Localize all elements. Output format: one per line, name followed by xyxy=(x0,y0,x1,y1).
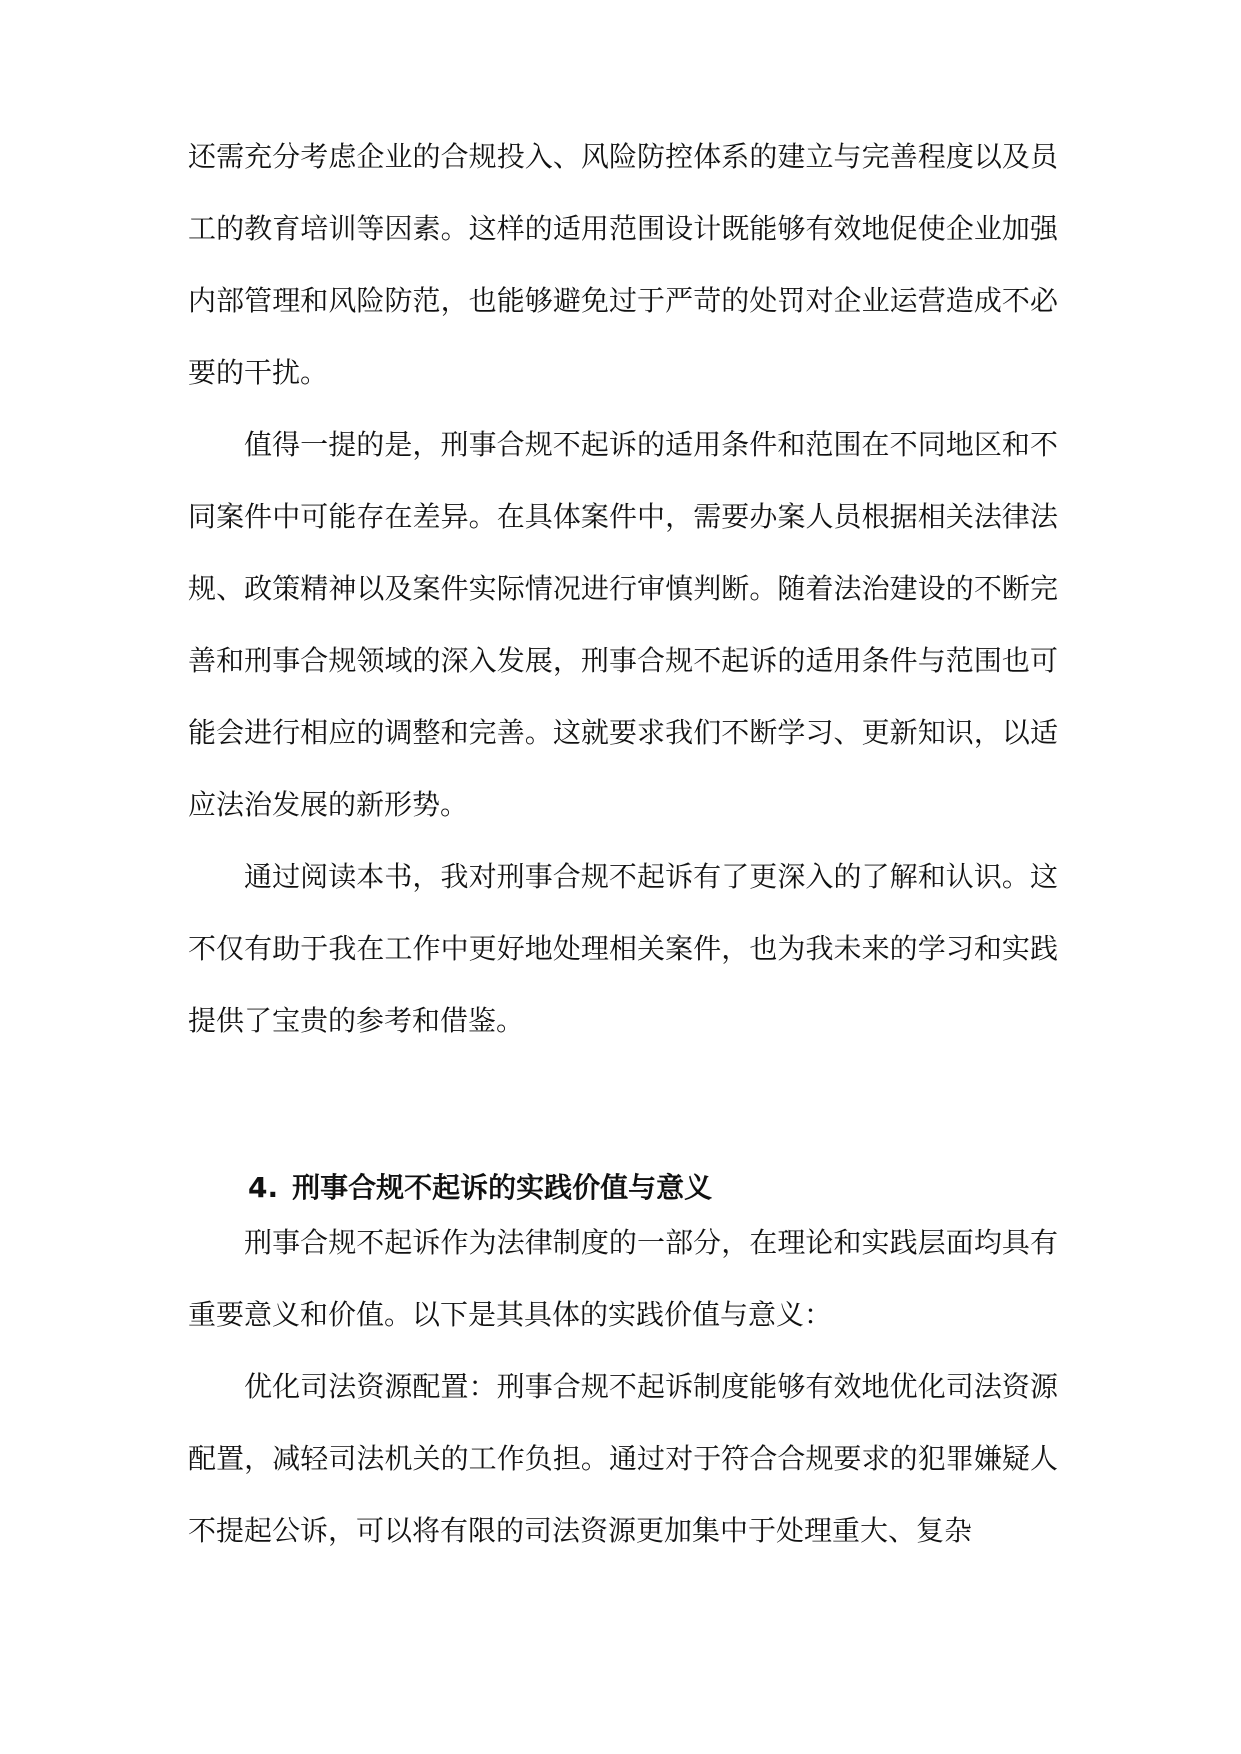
paragraph-optimize-resources: 优化司法资源配置：刑事合规不起诉制度能够有效地优化司法资源配置，减轻司法机关的工作负担。通过对于符合合规要求的犯罪嫌疑人不提起公诉，可以将有限的司法资源更加集中于处理重大、复杂 xyxy=(188,1370,1058,1547)
body-text-bottom xyxy=(188,1207,1058,1567)
section-title: 刑事合规不起诉的实践价值与意义 xyxy=(292,1171,713,1204)
paragraph-section-intro: 刑事合规不起诉作为法律制度的一部分，在理论和实践层面均具有重要意义和价值。以下是其具体的实践价值与意义： xyxy=(188,1226,1058,1331)
paragraph-reading-reflection: 通过阅读本书，我对刑事合规不起诉有了更深入的了解和认识。这不仅有助于我在工作中更好地处理相关案件，也为我未来的学习和实践提供了宝贵的参考和借鉴。 xyxy=(188,860,1058,1037)
section-number: 4. xyxy=(248,1171,279,1204)
body-text-top xyxy=(188,121,1058,1057)
paragraph-noteworthy: 值得一提的是，刑事合规不起诉的适用条件和范围在不同地区和不同案件中可能存在差异。在具体案件中，需要办案人员根据相关法律法规、政策精神以及案件实际情况进行审慎判断。随着法治建设的不断完善和刑事合规领域的深入发展，刑事合规不起诉的适用条件与范围也可能会进行相应的调整和完善。这就要求我们不断学习、更新知识，以适应法治发展的新形势。 xyxy=(188,428,1058,821)
paragraph-continuation: 还需充分考虑企业的合规投入、风险防控体系的建立与完善程度以及员工的教育培训等因素。这样的适用范围设计既能够有效地促使企业加强内部管理和风险防范，也能够避免过于严苛的处罚对企业运营造成不必要的干扰。 xyxy=(188,140,1058,389)
